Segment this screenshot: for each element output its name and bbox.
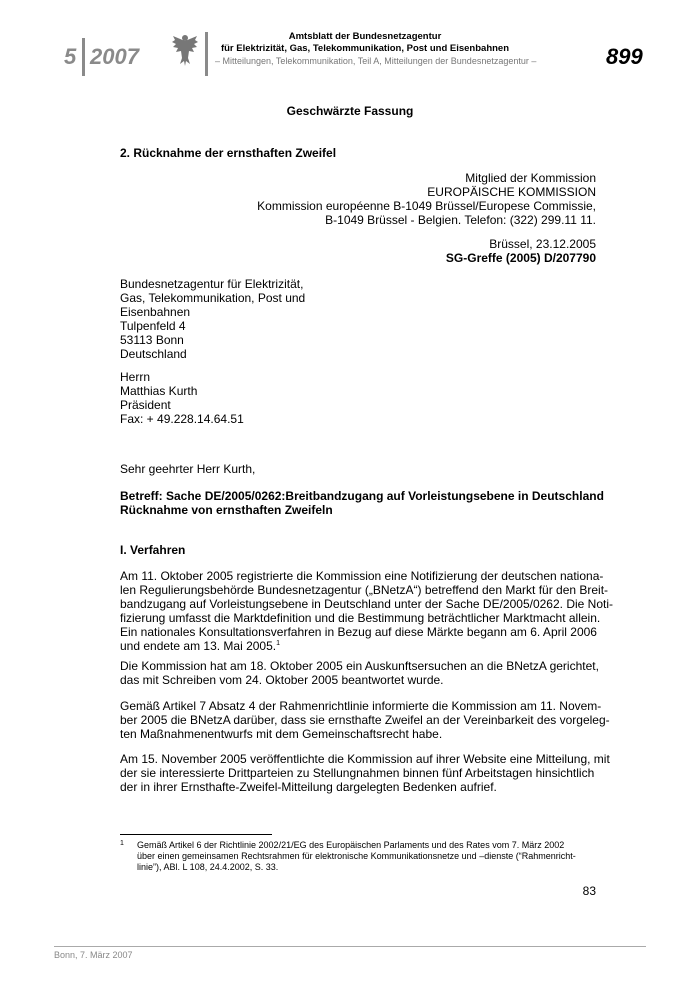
reference-number: SG-Greffe (2005) D/207790 <box>445 251 596 265</box>
federal-eagle-icon <box>170 30 200 70</box>
address-line: Gas, Telekommunikation, Post und <box>120 291 306 305</box>
recipient-address <box>120 277 305 361</box>
paragraph-3 <box>120 699 610 741</box>
address-line: Tulpenfeld 4 <box>120 319 186 333</box>
paragraph-line: len Regulierungsbehörde Bundesnetzagentur („BNetzA“) betreffend den Markt für den Breit- <box>120 583 609 597</box>
publication-title-line2: für Elektrizität, Gas, Telekommunikation, Post und Eisenbahnen <box>220 43 510 54</box>
footnote-line: über einen gemeinsamen Rechtsrahmen für elektronische Kommunikationsnetze und –dienste (“Rahmenricht- <box>137 851 576 861</box>
sender-line: Mitglied der Kommission <box>465 171 596 185</box>
paragraph-line-text: und endete am 13. Mai 2005. <box>120 639 277 653</box>
paragraph-line: ber 2005 die BNetzA darüber, dass sie ernsthafte Zweifel an der Vereinbarkeit des vorgeleg- <box>120 713 610 727</box>
paragraph-line: Am 15. November 2005 veröffentlichte die Kommission auf ihrer Website eine Mitteilung, mit <box>120 752 610 766</box>
address-line: 53113 Bonn <box>120 333 184 347</box>
footnote-reference[interactable]: 1 <box>276 640 281 647</box>
address-line: Deutschland <box>120 347 187 361</box>
paragraph-line: der sie interessierte Drittparteien zu Stellungnahmen binnen fünf Arbeitstagen hinsichtlich <box>120 766 595 780</box>
subject <box>120 489 604 517</box>
paragraph-line: Am 11. Oktober 2005 registrierte die Kommission eine Notifizierung der deutschen nationa- <box>120 569 604 583</box>
issue-year: 2007 <box>90 44 139 69</box>
attention-block <box>120 370 244 426</box>
letter-page-number: 83 <box>582 884 596 898</box>
sender-block <box>200 171 596 227</box>
page-number: 899 <box>606 44 643 69</box>
paragraph-line: Gemäß Artikel 7 Absatz 4 der Rahmenrichtlinie informierte die Kommission am 11. Novem- <box>120 699 602 713</box>
place-date: Brüssel, 23.12.2005 <box>489 237 596 251</box>
subject-line: Rücknahme von ernsthaften Zweifeln <box>120 503 333 517</box>
paragraph-line: Die Kommission hat am 18. Oktober 2005 ein Auskunftsersuchen an die BNetzA gerichtet, <box>120 659 599 673</box>
document-heading: Geschwärzte Fassung <box>286 104 414 118</box>
sender-line: B-1049 Brüssel - Belgien. Telefon: (322) 299.11 11. <box>325 213 596 227</box>
publication-subtitle: – Mitteilungen, Telekommunikation, Teil A, Mitteilungen der Bundesnetzagentur – <box>215 56 537 66</box>
paragraph-line: Ein nationales Konsultationsverfahren in Bezug auf diese Märkte begann am 6. April 2006 <box>120 625 597 639</box>
chapter-title: I. Verfahren <box>120 543 186 557</box>
footer-date: Bonn, 7. März 2007 <box>54 950 133 960</box>
sender-line: Kommission européenne B-1049 Brüssel/Europese Commissie, <box>257 199 596 213</box>
footnote-line: Gemäß Artikel 6 der Richtlinie 2002/21/EG des Europäischen Parlaments und des Rates vom 7. März 2002 <box>137 840 565 850</box>
paragraph-line: das mit Schreiben vom 24. Oktober 2005 beantwortet wurde. <box>120 673 444 687</box>
address-line: Bundesnetzagentur für Elektrizität, <box>120 277 304 291</box>
footnote-text <box>137 840 597 873</box>
salutation: Sehr geehrter Herr Kurth, <box>120 462 256 476</box>
paragraph-line: fizierung umfasst die Marktdefinition und die Bestimmung beträchtlicher Marktmacht allein. <box>120 611 601 625</box>
paragraph-line <box>120 639 613 653</box>
paragraph-line: der in ihrer Ernsthafte-Zweifel-Mitteilung dargelegten Bedenken aufrief. <box>120 780 497 794</box>
paragraph-line: bandzugang auf Vorleistungsebene in Deutschland unter der Sache DE/2005/0262. Die Noti- <box>120 597 614 611</box>
date-block <box>200 237 596 265</box>
attention-line: Matthias Kurth <box>120 384 198 398</box>
publication-title-line1: Amtsblatt der Bundesnetzagentur <box>288 31 442 42</box>
footnote-line: linie”), ABl. L 108, 24.4.2002, S. 33. <box>137 862 279 872</box>
footnote-mark: 1 <box>120 840 124 847</box>
paragraph-1 <box>120 569 613 653</box>
section-title: 2. Rücknahme der ernsthaften Zweifel <box>120 146 337 160</box>
sender-line: EUROPÄISCHE KOMMISSION <box>427 185 596 199</box>
attention-line: Präsident <box>120 398 171 412</box>
paragraph-4 <box>120 752 610 794</box>
publication-title <box>215 31 515 55</box>
paragraph-2 <box>120 659 599 687</box>
issue-number: 5 <box>64 44 77 69</box>
attention-line: Fax: + 49.228.14.64.51 <box>120 412 244 426</box>
subject-line: Betreff: Sache DE/2005/0262:Breitbandzugang auf Vorleistungsebene in Deutschland <box>120 489 604 503</box>
footnote-rule <box>120 834 272 835</box>
attention-line: Herrn <box>120 370 151 384</box>
header-separator <box>205 32 208 76</box>
issue-separator <box>82 38 85 76</box>
address-line: Eisenbahnen <box>120 305 191 319</box>
footer-rule <box>54 946 646 947</box>
paragraph-line: ten Maßnahmenentwurfs mit dem Gemeinschaftsrecht habe. <box>120 727 443 741</box>
